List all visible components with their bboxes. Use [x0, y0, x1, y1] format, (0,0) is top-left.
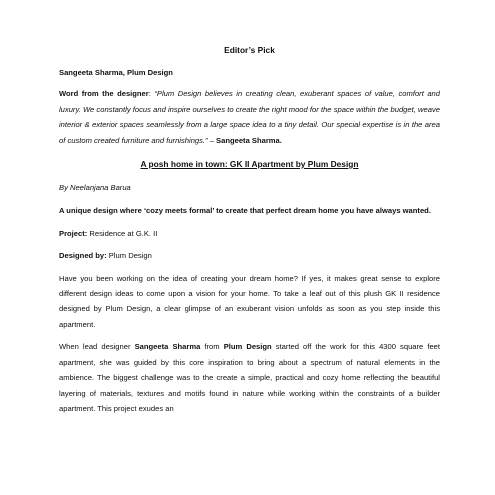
page-title: Editor’s Pick: [224, 45, 275, 55]
designer-signature: Sangeeta Sharma.: [216, 135, 282, 145]
article-byline: By Neelanjana Barua: [59, 183, 131, 193]
para2-text-2: from: [200, 342, 224, 352]
designer-quote-block: [59, 86, 440, 148]
body-paragraph-1: Have you been working on the idea of creating your dream home? If yes, it makes great sense to explore different design ideas to come upon a vision for your home. To take a leaf out of this plush GK II residence designed by Plum Design, a clear glimpse of an exuberant vision unfolds as soon as you step inside this apartment.: [59, 273, 440, 329]
designed-by-value: Plum Design: [106, 251, 152, 261]
document-page: [59, 44, 440, 423]
project-value: Residence at G.K. II: [87, 228, 158, 238]
designer-quote-dash: –: [207, 135, 217, 145]
designer-quote-label: Word from the designer: [59, 89, 149, 99]
project-label: Project:: [59, 228, 88, 238]
para2-firm-name: Plum Design: [223, 342, 272, 352]
para2-designer-name: Sangeeta Sharma: [134, 342, 201, 352]
designed-by-label: Designed by:: [59, 251, 107, 261]
designer-quote-text: “Plum Design believes in creating clean, exuberant spaces of value, comfort and luxury. We constantly focus and inspire ourselves to create the right mood for the space within the budget, weave interior & exterior spaces seamlessly from a large space idea to a tiny detail. Our special expertise is in the area of custom created furniture and furnishings.”: [59, 89, 440, 145]
designer-credit: Sangeeta Sharma, Plum Design: [59, 68, 173, 77]
designed-by-line: [59, 248, 440, 263]
body-paragraph-2: [59, 339, 440, 416]
designer-quote-colon: :: [148, 89, 155, 99]
para2-text-3: started off the work for this 4300 square feet apartment, she was guided by this core inspiration to bring about a spectrum of natural elements in the ambience. The biggest challenge was to the create a simple, practical and cozy home reflecting the beautiful layering of materials, textures and motifs found in nature while working within the constraints of a builder apartment. This project exudes an: [59, 342, 441, 413]
project-line: [59, 226, 440, 241]
article-tagline: A unique design where ‘cozy meets formal’ to create that perfect dream home you have always wanted.: [59, 206, 431, 216]
article-title: A posh home in town: GK II Apartment by Plum Design: [140, 159, 359, 170]
para2-text-1: When lead designer: [59, 342, 135, 352]
